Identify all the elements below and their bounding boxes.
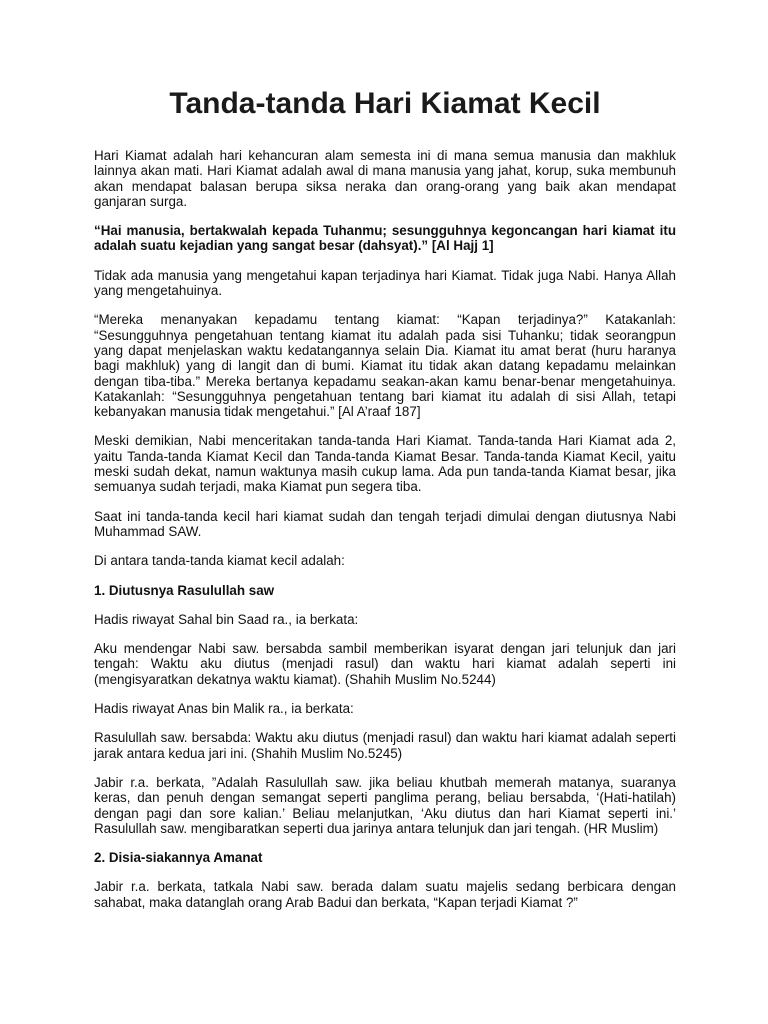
paragraph-hadith-sahal-text: Aku mendengar Nabi saw. bersabda sambil memberikan isyarat dengan jari telunjuk dan jari tengah: Waktu aku diutus (menjadi rasul) dan waktu hari kiamat adalah seperti ini (mengisyaratkan dekatnya waktu kiamat). (Shahih Muslim No.5244) [94, 641, 676, 687]
section-heading-2: 2. Disia-siakannya Amanat [94, 850, 263, 866]
paragraph-jabir-amanat: Jabir r.a. berkata, tatkala Nabi saw. berada dalam suatu majelis sedang berbicara dengan sahabat, maka datanglah orang Arab Badui dan berkata, “Kapan terjadi Kiamat ?” [94, 879, 676, 910]
paragraph-hadith-jabir: Jabir r.a. berkata, ”Adalah Rasulullah saw. jika beliau khutbah memerah matanya, suaranya keras, dan penuh dengan semangat seperti panglima perang, beliau bersabda, ‘(Hati-hatilah) dengan pagi dan sore kalian.’ Beliau melanjutkan, ‘Aku diutus dan hari Kiamat seperti ini.’ Rasulullah saw. mengibaratkan seperti dua jarinya antara telunjuk dan jari tengah. (HR Muslim) [94, 774, 676, 836]
paragraph-current-signs: Saat ini tanda-tanda kecil hari kiamat sudah dan tengah terjadi dimulai dengan diutusnya Nabi Muhammad SAW. [94, 508, 676, 539]
paragraph-hadith-anas: Hadis riwayat Anas bin Malik ra., ia berkata: [94, 701, 354, 717]
paragraph-list-intro: Di antara tanda-tanda kiamat kecil adalah: [94, 553, 345, 569]
paragraph-intro: Hari Kiamat adalah hari kehancuran alam semesta ini di mana semua manusia dan makhluk lainnya akan mati. Hari Kiamat adalah awal di mana manusia yang jahat, korup, suka membunuh akan mendapat balasan berupa siksa neraka dan orang-orang yang baik akan mendapat ganjaran surga. [94, 148, 676, 209]
document-title: Tanda-tanda Hari Kiamat Kecil [169, 87, 601, 120]
paragraph-unknown-time: Tidak ada manusia yang mengetahui kapan terjadinya hari Kiamat. Tidak juga Nabi. Hanya Allah yang mengetahuinya. [94, 267, 676, 299]
section-heading-1: 1. Diutusnya Rasulullah saw [94, 582, 275, 598]
paragraph-two-signs: Meski demikian, Nabi menceritakan tanda-tanda Hari Kiamat. Tanda-tanda Hari Kiamat ada 2, yaitu Tanda-tanda Kiamat Kecil dan Tanda-tanda Kiamat Besar. Tanda-tanda Kiamat Kecil, yaitu meski sudah dekat, namun waktunya masih cukup lama. Ada pun tanda-tanda Kiamat besar, jika semuanya sudah terjadi, maka Kiamat pun segera tiba. [94, 433, 676, 495]
paragraph-hadith-anas-text: Rasulullah saw. bersabda: Waktu aku diutus (menjadi rasul) dan waktu hari kiamat adalah seperti jarak antara kedua jari ini. (Shahih Muslim No.5245) [94, 730, 676, 761]
paragraph-al-araaf: “Mereka menanyakan kepadamu tentang kiamat: “Kapan terjadinya?” Katakanlah: “Sesungguhnya pengetahuan tentang kiamat itu adalah pada sisi Tuhanku; tidak seorangpun yang dapat menjelaskan waktu kedatangannya selain Dia. Kiamat itu amat berat (huru haranya bagi makhluk) yang di langit dan di bumi. Kiamat itu tidak akan datang kepadamu melainkan dengan tiba-tiba.” Mereka bertanya kepadamu seakan-akan kamu benar-benar mengetahuinya. Katakanlah: “Sesungguhnya pengetahuan tentang bari kiamat itu adalah di sisi Allah, tetapi kebanyakan manusia tidak mengetahui.” [Al A’raaf 187] [94, 312, 676, 420]
quote-al-hajj: “Hai manusia, bertakwalah kepada Tuhanmu; sesungguhnya kegoncangan hari kiamat itu adalah suatu kejadian yang sangat besar (dahsyat).” [Al Hajj 1] [94, 223, 676, 254]
paragraph-hadith-sahal: Hadis riwayat Sahal bin Saad ra., ia berkata: [94, 611, 359, 627]
